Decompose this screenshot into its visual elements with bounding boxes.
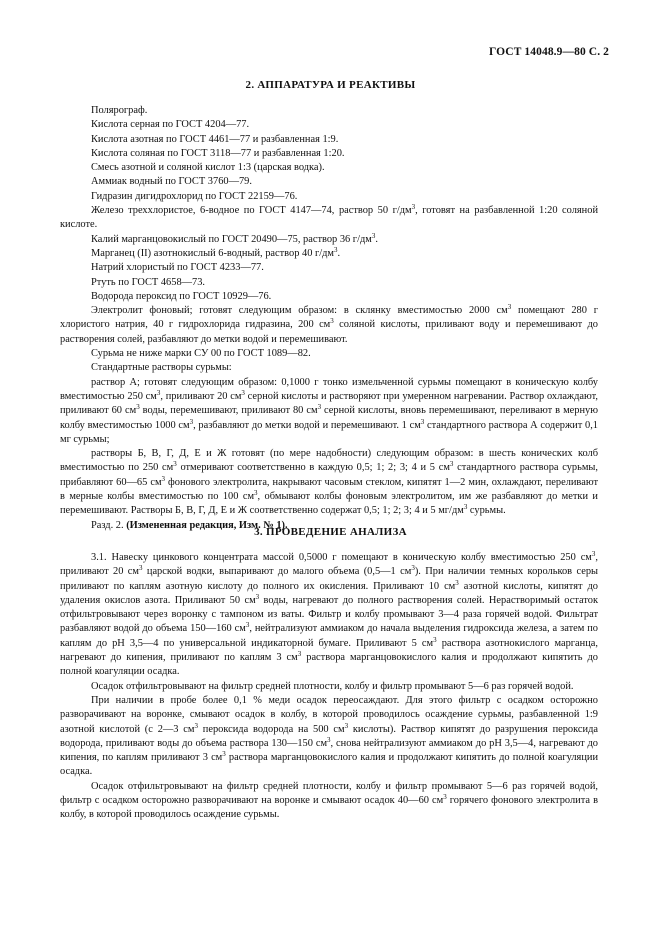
reagent-item: Полярограф. [91,105,148,116]
reagent-antimony: Сурьма не ниже марки СУ 00 по ГОСТ 1089—82. [91,348,311,360]
reagent-item: Кислота азотная по ГОСТ 4461—77 и разбавленная 1:9. [91,133,339,145]
reagent-item: Кислота соляная по ГОСТ 3118—77 и разбавленная 1:20. [91,147,345,159]
paragraph-final-filtration: Осадок отфильтровывают на фильтр средней плотности, колбу и фильтр промывают 5—6 раз горячей водой, фильтр с осадком осторожно разворачивают на воронке и смывают осадок 40—60 $см^3$ горячего фонового электролита в колбу, в которой проводилось осаждение сурьмы. [60,780,598,821]
reagent-item: Натрий хлористый по ГОСТ 4233—77. [91,262,264,274]
reagent-item: Аммиак водный по ГОСТ 3760—79. [91,176,252,188]
section-2-body [60,104,598,533]
section-2-title: 2. АППАРАТУРА И РЕАКТИВЫ [245,79,416,91]
reagent-item: Ртуть по ГОСТ 4658—73. [91,276,206,288]
paragraph-copper: При наличии в пробе более 0,1 % меди осадок переосаждают. Для этого фильтр с осадком осторожно разворачивают на воронке, смывают осадок в колбу, в которой проводилось осаждение сурьмы, разбавленной 1:9 азотной кислотой (с 2—3 $см^3$ пероксида водорода на 500 $см^3$ кислоты). Раствор кипятят до разрушения пероксида водорода, приливают воды до объема раствора 130—150 $см^3$, снова нейтрализуют аммиаком до pH 3,5—4, нагревают до кипения, по каплям приливают 3 $см^3$ раствора марганцовокислого калия и продолжают кипятить до полной коагуляции осадка. [60,694,598,778]
solutions-b-zh: растворы Б, В, Г, Д, Е и Ж готовят (по мере надобности) следующим образом: в шесть конических колб вместимостью по 250 $см^3$ отмеривают соответственно в каждую 0,5; 1; 2; 3; 4 и 5 $см^3$ стандартного раствора сурьмы, прибавляют 60—65 $см^3$ фонового электролита, накрывают часовым стеклом, кипятят 1—2 мин, охлаждают, переливают в мерные колбы вместимостью по 100 $см^3$, обмывают колбы фоновым электролитом, им же разбавляют до метки и перемешивают. Растворы Б, В, Г, Д, Е и Ж соответственно содержат 0,5; 1; 2; 3; 4 и 5 $мг/дм^3$ сурьмы. [60,448,598,517]
reagent-item: Водорода пероксид по ГОСТ 10929—76. [91,290,272,302]
section-3-body [60,551,598,823]
paragraph-3-1: 3.1. Навеску цинкового концентрата массой 0,5000 г помещают в коническую колбу вместимостью 250 $см^3$, приливают 20 $см^3$ царской водки, выпаривают до малого объема (0,5—1 $см^3$). При наличии темных корольков серы приливают по каплям азотную кислоту до полного их окисления. Приливают 10 $см^3$ азотной кислоты, кипятят до удаления окислов азота. Приливают 50 $см^3$ воды, нагревают до полного растворения солей. Нерастворимый остаток отфильтровывают через воронку с тампоном из ваты. Фильтр и колбу промывают 3—4 раза горячей водой. Фильтрат разбавляют водой до объема 150—160 $см^3$, нейтрализуют аммиаком до начала выделения гидроксида железа, а затем по каплям до pH 3,5—4 по универсальной индикаторной бумаге. Приливают 5 $см^3$ раствора азотнокислого марганца, нагревают до кипения, приливают по каплям 3 $см^3$ раствора марганцовокислого калия и продолжают кипятить до полной коагуляции осадка. [60,550,599,678]
page-header: ГОСТ 14048.9—80 С. 2 [488,46,609,58]
standard-solutions-heading: Стандартные растворы сурьмы: [91,362,232,374]
reagent-iron: Железо треххлористое, 6-водное по ГОСТ 4147—74, раствор 50 $г/дм^3$, готовят на разбавленной 1:20 соляной кислоте. [60,203,598,231]
reagent-item: Кислота серная по ГОСТ 4204—77. [91,119,250,131]
amendment-note: Разд. 2. (Измененная редакция, Изм. № 1). [91,519,288,531]
reagent-item: Гидразин дигидрохлорид по ГОСТ 22159—76. [91,190,298,202]
section-3-title: 3. ПРОВЕДЕНИЕ АНАЛИЗА [254,526,407,538]
solution-a: раствор А; готовят следующим образом: 0,1000 г тонко измельченной сурьмы помещают в коническую колбу вместимостью 250 $см^3$, приливают 20 $см^3$ серной кислоты и растворяют при умеренном нагревании. Раствор охлаждают, приливают 60 $см^3$ воды, перемешивают, приливают 80 $см^3$ серной кислоты, вновь перемешивают, переливают в мерную колбу вместимостью 1000 $см^3$, разбавляют до метки водой и перемешивают. 1 $см^3$ стандартного раствора А содержит 0,1 мг сурьмы; [60,376,598,445]
reagent-manganese: Марганец (II) азотнокислый 6-водный, раствор 40 $г/дм^3$. [91,245,341,259]
reagent-kmno4: Калий марганцовокислый по ГОСТ 20490—75, раствор 36 $г/дм^3$. [91,231,378,245]
reagent-item: Смесь азотной и соляной кислот 1:3 (царская водка). [91,162,325,174]
paragraph-filtration: Осадок отфильтровывают на фильтр средней плотности, колбу и фильтр промывают 5—6 раз горячей водой. [91,680,574,692]
reagent-electrolyte: Электролит фоновый; готовят следующим образом: в склянку вместимостью 2000 $см^3$ помещают 280 г хлористого натрия, 40 г гидрохлорида гидразина, 200 $см^3$ соляной кислоты, приливают воду и перемешивают до растворения солей, разбавляют до метки водой и перемешивают. [60,303,598,345]
